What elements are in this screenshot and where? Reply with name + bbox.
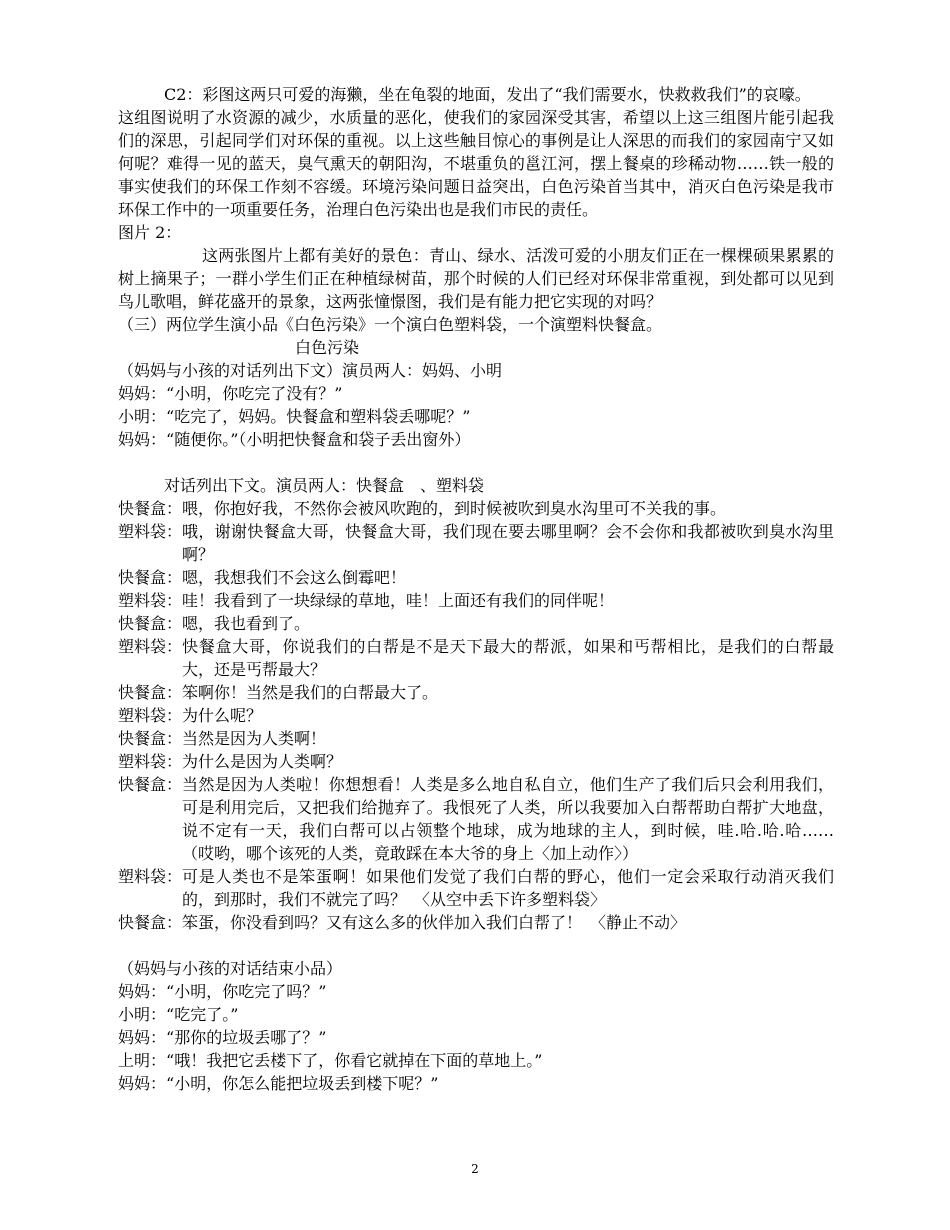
dialogue-box-bag <box>118 497 834 934</box>
blank-line <box>118 934 834 957</box>
dialogue-line <box>118 704 834 727</box>
speech: “吃完了，妈妈。快餐盒和塑料袋丢哪呢？” <box>166 407 471 426</box>
dialogue-line <box>118 566 834 589</box>
skit-ending-intro: （妈妈与小孩的对话结束小品） <box>118 959 343 978</box>
skit-intro-2: 对话列出下文。演员两人：快餐盒 、塑料袋 <box>164 476 485 495</box>
dialogue-line <box>118 865 834 911</box>
dialogue-line <box>118 773 834 865</box>
dialogue-line <box>118 589 834 612</box>
skit-title: 白色污染 <box>295 338 360 357</box>
speaker: 快餐盒： <box>118 729 183 748</box>
speech: 笨啊你！当然是我们的白帮最大了。 <box>182 683 439 702</box>
dialogue-line <box>118 980 834 1003</box>
speech: “小明，你吃完了吗？” <box>166 982 327 1001</box>
dialogue-line <box>118 428 834 451</box>
speaker: 快餐盒： <box>118 499 183 518</box>
speaker: 小明： <box>118 407 167 426</box>
speech: “小明，你怎么能把垃圾丢到楼下呢？” <box>166 1074 439 1093</box>
speech: 嗯，我想我们不会这么倒霉吧！ <box>182 568 407 587</box>
dialogue-line <box>118 727 834 750</box>
speech: 笨蛋，你没看到吗？又有这么多的伙伴加入我们白帮了！ 〈静止不动〉 <box>182 913 687 932</box>
section-3-heading: （三）两位学生演小品《白色污染》一个演白色塑料袋，一个演塑料快餐盒。 <box>118 315 663 334</box>
speech: 为什么是因为人类啊？ <box>182 752 343 771</box>
speaker: 快餐盒： <box>118 614 183 633</box>
speaker: 快餐盒： <box>118 683 183 702</box>
speaker: 妈妈： <box>118 384 167 403</box>
speaker: 快餐盒： <box>118 913 183 932</box>
speaker: 塑料袋： <box>118 637 183 656</box>
speaker: 妈妈： <box>118 982 167 1001</box>
speaker: 快餐盒： <box>118 775 183 794</box>
speaker: 塑料袋： <box>118 591 183 610</box>
dialogue-line <box>118 681 834 704</box>
speech: “小明，你吃完了没有？” <box>166 384 343 403</box>
speech: “那你的垃圾丢哪了？” <box>166 1028 327 1047</box>
speaker: 塑料袋： <box>118 867 183 886</box>
dialogue-line <box>118 1072 834 1095</box>
speech: “哦！我把它丢楼下了，你看它就掉在下面的草地上。” <box>166 1051 543 1070</box>
dialogue-line <box>118 750 834 773</box>
speaker: 妈妈： <box>118 1028 167 1047</box>
speaker: 塑料袋： <box>118 706 183 725</box>
speech: 当然是因为人类啊！ <box>182 729 327 748</box>
speech: 喂，你抱好我，不然你会被风吹跑的，到时候被吹到臭水沟里可不关我的事。 <box>182 499 727 518</box>
speaker: 塑料袋： <box>118 752 183 771</box>
dialogue-line <box>118 1003 834 1026</box>
paragraph-picture-2: 这两张图片上都有美好的景色：青山、绿水、活泼可爱的小朋友们正在一棵棵硕果累累的树上摘果子；一群小学生们正在种植绿树苗，那个时候的人们已经对环保非常重视，到处都可以见到鸟儿歌唱，鲜花盛开的景象，这两张憧憬图，我们是有能力把它实现的对吗？ <box>118 246 834 311</box>
paragraph-c2: C2：彩图这两只可爱的海獭，坐在龟裂的地面，发出了“我们需要水，快救救我们”的哀嚎。 <box>164 85 811 104</box>
picture-2-label: 图片 2： <box>118 223 182 242</box>
speech: 可是人类也不是笨蛋啊！如果他们发觉了我们白帮的野心，他们一定会采取行动消灭我们的，到那时，我们不就完了吗？ 〈从空中丢下许多塑料袋〉 <box>182 867 834 909</box>
dialogue-line <box>118 382 834 405</box>
speech: 当然是因为人类啦！你想想看！人类是多么地自私自立，他们生产了我们后只会利用我们，可是利用完后，又把我们给抛弃了。我恨死了人类，所以我要加入白帮帮助白帮扩大地盘，说不定有一天，我们白帮可以占领整个地球，成为地球的主人，到时候，哇.哈.哈.哈……（哎哟，哪个该死的人类，竟敢踩在本大爷的身上〈加上动作〉） <box>182 775 834 863</box>
skit-intro-1: （妈妈与小孩的对话列出下文）演员两人：妈妈、小明 <box>118 361 503 380</box>
speaker: 小明： <box>118 1005 167 1024</box>
dialogue-line <box>118 405 834 428</box>
speech: 哇！我看到了一块绿绿的草地，哇！上面还有我们的同伴呢！ <box>182 591 615 610</box>
speaker: 妈妈： <box>118 430 167 449</box>
dialogue-line <box>118 1026 834 1049</box>
speech: 哦，谢谢快餐盒大哥，快餐盒大哥，我们现在要去哪里啊？会不会你和我都被吹到臭水沟里啊？ <box>182 522 834 564</box>
speech: “随便你。”（小明把快餐盒和袋子丢出窗外） <box>166 430 471 449</box>
document-body <box>118 83 834 1095</box>
speaker: 快餐盒： <box>118 568 183 587</box>
dialogue-line <box>118 911 834 934</box>
blank-line <box>118 451 834 474</box>
speaker: 上明： <box>118 1051 167 1070</box>
speaker: 妈妈： <box>118 1074 167 1093</box>
dialogue-mother-child-2 <box>118 980 834 1095</box>
speech: 快餐盒大哥，你说我们的白帮是不是天下最大的帮派，如果和丐帮相比，是我们的白帮最大，还是丐帮最大？ <box>182 637 834 679</box>
speech: 为什么呢？ <box>182 706 263 725</box>
dialogue-line <box>118 612 834 635</box>
dialogue-line <box>118 497 834 520</box>
dialogue-line <box>118 1049 834 1072</box>
dialogue-mother-child-1 <box>118 382 834 451</box>
speaker: 塑料袋： <box>118 522 183 541</box>
dialogue-line <box>118 520 834 566</box>
speech: “吃完了。” <box>166 1005 239 1024</box>
dialogue-line <box>118 635 834 681</box>
speech: 嗯，我也看到了。 <box>182 614 311 633</box>
paragraph-summary: 这组图说明了水资源的减少，水质量的恶化，使我们的家园深受其害，希望以上这三组图片能引起我们的深思，引起同学们对环保的重视。以上这些触目惊心的事例是让人深思的而我们的家园南宁又如何呢？难得一见的蓝天，臭气熏天的朝阳沟，不堪重负的邕江河，摆上餐桌的珍稀动物……铁一般的事实使我们的环保工作刻不容缓。环境污染问题日益突出，白色污染首当其中，消灭白色污染是我市环保工作中的一项重要任务，治理白色污染出也是我们市民的责任。 <box>118 108 834 219</box>
page-number: 2 <box>471 1162 479 1176</box>
